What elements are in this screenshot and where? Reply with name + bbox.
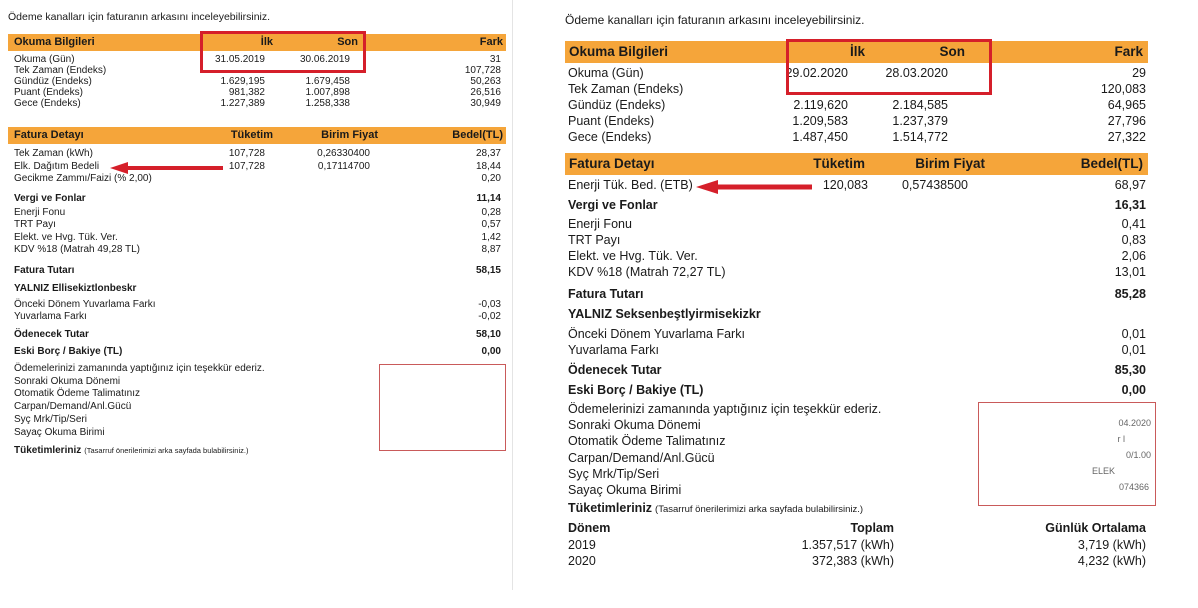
row-label: Önceki Dönem Yuvarlama Farkı — [568, 327, 745, 341]
row-label: Puant (Endeks) — [14, 87, 83, 98]
yuvarlama-row — [548, 327, 1198, 343]
redacted-box — [978, 402, 1156, 506]
row-label: Okuma (Gün) — [568, 66, 644, 80]
tuketimleriniz-label: Tüketimleriniz — [14, 445, 82, 456]
fatura-title: Fatura Detayı — [14, 129, 84, 141]
bedel-value: 68,97 — [1114, 178, 1146, 192]
vergi-row — [548, 265, 1198, 281]
row-label: Elk. Dağıtım Bedeli — [14, 160, 100, 172]
okuma-title: Okuma Bilgileri — [14, 36, 95, 48]
vergi-row — [0, 219, 512, 231]
row-label: Gecikme Zammı/Faizi (% 2,00) — [14, 173, 152, 184]
row-label: Eski Borç / Bakiye (TL) — [568, 383, 704, 397]
row-value: 85,30 — [1114, 363, 1146, 377]
row-label: Sonraki Okuma Dönemi — [14, 375, 121, 387]
row-value: -0,03 — [478, 299, 501, 310]
row-value: 0,01 — [1121, 327, 1146, 341]
fark-value: 64,965 — [1107, 98, 1146, 112]
fatura-header — [8, 127, 506, 144]
row-label: Enerji Fonu — [14, 207, 66, 218]
row-label: Ödenecek Tutar — [14, 329, 89, 340]
vergi-header — [548, 198, 1198, 214]
yuvarlama-row — [0, 299, 512, 311]
row-label: Otomatik Ödeme Talimatınız — [14, 388, 140, 400]
okuma-row — [0, 98, 512, 109]
son-value: 1.679,458 — [305, 76, 350, 87]
tuketim-value: 107,728 — [228, 148, 265, 159]
row-label: Ödemelerinizi zamanında yaptığınız için teşekkür ederiz. — [14, 363, 265, 374]
row-value: 0,41 — [1121, 217, 1146, 231]
row-label: YALNIZ Ellisekiztlonbeskr — [14, 283, 137, 294]
row-label: Okuma (Gün) — [14, 54, 75, 65]
ilk-value: 1.209,583 — [792, 114, 848, 128]
intro-text: Ödeme kanalları için faturanın arkasını inceleyebilirsiniz. — [8, 11, 271, 23]
fark-value: 31 — [489, 54, 501, 65]
row-label: Tek Zaman (Endeks) — [14, 65, 107, 76]
vergi-row — [0, 244, 512, 256]
col-tuketim: Tüketim — [230, 129, 273, 141]
row-value: 2,06 — [1121, 249, 1146, 263]
row-label: Ödemelerinizi zamanında yaptığınız için teşekkür ederiz. — [568, 402, 882, 416]
son-value: 1.258,338 — [305, 98, 350, 109]
ilk-value: 981,382 — [228, 87, 265, 98]
row-label: Gece (Endeks) — [568, 130, 652, 144]
row-label: Yuvarlama Farkı — [14, 311, 87, 323]
fark-value: 120,083 — [1100, 82, 1146, 96]
fark-value: 27,322 — [1107, 130, 1146, 144]
row-value: 0,28 — [481, 207, 501, 218]
donem-value: 2019 — [568, 538, 596, 552]
intro-text: Ödeme kanalları için faturanın arkasını inceleyebilirsiniz. — [565, 13, 865, 27]
row-label: Elekt. ve Hvg. Tük. Ver. — [568, 249, 698, 263]
col-fark: Fark — [1114, 44, 1143, 59]
row-value: 11,14 — [476, 193, 501, 204]
row-label: Yuvarlama Farkı — [568, 343, 660, 357]
row-value: 58,10 — [475, 329, 501, 340]
okuma-row — [0, 76, 512, 87]
donem-header — [548, 521, 1198, 537]
fatura-row — [0, 161, 512, 173]
donem-row — [548, 538, 1198, 554]
bedel-value: 0,20 — [481, 173, 501, 184]
birim-value: 0,17114700 — [317, 160, 370, 172]
tuketim-value: 107,728 — [228, 160, 265, 172]
birim-value: 0,57438500 — [901, 178, 968, 192]
obscured-text: ELEK — [1091, 466, 1115, 476]
row-value: 85,28 — [1114, 287, 1146, 301]
redacted-box — [379, 364, 506, 451]
odenecek-row — [548, 363, 1198, 379]
row-label: KDV %18 (Matrah 72,27 TL) — [568, 265, 726, 279]
son-value: 1.007,898 — [305, 87, 350, 98]
ilk-value: 1.227,389 — [220, 98, 265, 109]
donem-value: 2020 — [568, 554, 596, 568]
tuketim-note: (Tasarruf önerilerimizi arka sayfada bulabilirsiniz.) — [84, 446, 249, 455]
row-label: Syç Mrk/Tip/Seri — [14, 413, 87, 425]
fark-value: 50,263 — [470, 76, 501, 87]
col-ilk: İlk — [260, 36, 273, 48]
row-label: Fatura Tutarı — [14, 265, 75, 276]
row-value: 8,87 — [481, 243, 501, 255]
toplam-value: 1.357,517 (kWh) — [801, 538, 894, 552]
row-label: KDV %18 (Matrah 49,28 TL) — [14, 243, 140, 255]
row-value: 0,01 — [1121, 343, 1146, 357]
fatura-row — [548, 178, 1198, 194]
panel-divider — [512, 0, 513, 590]
okuma-row — [0, 87, 512, 98]
son-value: 28.03.2020 — [885, 66, 948, 80]
row-label: Eski Borç / Bakiye (TL) — [14, 346, 123, 357]
row-label: Otomatik Ödeme Talimatınız — [568, 434, 726, 449]
fatura-tutari-row — [548, 287, 1198, 303]
row-label: Vergi ve Fonlar — [14, 193, 86, 204]
vergi-row — [548, 233, 1198, 249]
right-invoice — [548, 0, 1198, 608]
row-value: 0,57 — [481, 219, 501, 231]
row-value: 0,00 — [1121, 383, 1146, 397]
son-value: 2.184,585 — [892, 98, 948, 112]
arrow-marker — [110, 161, 225, 175]
row-label: Puant (Endeks) — [568, 114, 655, 128]
row-label: Carpan/Demand/Anl.Gücü — [14, 401, 132, 413]
row-label: Carpan/Demand/Anl.Gücü — [568, 450, 715, 465]
gunluk-value: 4,232 (kWh) — [1077, 554, 1146, 568]
row-label: Syç Mrk/Tip/Seri — [568, 466, 660, 481]
ilk-value: 31.05.2019 — [214, 54, 265, 65]
tuketim-value: 120,083 — [822, 178, 868, 192]
yalniz-row — [0, 283, 512, 295]
row-value: 1,42 — [481, 231, 501, 243]
odenecek-row — [0, 329, 512, 341]
row-label: Elekt. ve Hvg. Tük. Ver. — [14, 231, 118, 243]
vergi-row — [0, 232, 512, 244]
col-fark: Fark — [479, 36, 503, 48]
col-bedel: Bedel(TL) — [452, 129, 503, 141]
yalniz-row — [548, 307, 1198, 323]
row-label: Enerji Fonu — [568, 217, 632, 231]
highlight-box — [200, 31, 366, 73]
vergi-row — [548, 249, 1198, 265]
row-value: 0,00 — [481, 346, 501, 357]
row-value: 13,01 — [1114, 265, 1146, 279]
row-label: Sonraki Okuma Dönemi — [568, 418, 701, 433]
row-label: Gündüz (Endeks) — [14, 76, 92, 87]
birim-value: 0,26330400 — [317, 148, 370, 159]
fatura-header — [565, 153, 1148, 175]
son-value: 1.237,379 — [892, 114, 948, 128]
row-label: Önceki Dönem Yuvarlama Farkı — [14, 299, 156, 310]
row-label: Gündüz (Endeks) — [568, 98, 666, 112]
fatura-row — [0, 173, 512, 185]
col-tuketim: Tüketim — [813, 156, 865, 171]
ilk-value: 1.487,450 — [792, 130, 848, 144]
col-son: Son — [337, 36, 358, 48]
col-bedel: Bedel(TL) — [1080, 156, 1143, 171]
row-label: Ödenecek Tutar — [568, 363, 662, 377]
row-label: Sayaç Okuma Birimi — [14, 426, 105, 438]
col-son: Son — [939, 44, 965, 59]
arrow-marker — [696, 179, 814, 195]
gunluk-value: 3,719 (kWh) — [1077, 538, 1146, 552]
row-value: 0,83 — [1121, 233, 1146, 247]
row-label: TRT Payı — [568, 233, 621, 247]
fatura-title: Fatura Detayı — [569, 156, 655, 171]
col-birim: Birim Fiyat — [915, 156, 985, 171]
okuma-title: Okuma Bilgileri — [569, 44, 669, 59]
ilk-value: 2.119,620 — [793, 98, 848, 112]
fark-value: 26,516 — [470, 87, 501, 98]
okuma-row — [548, 114, 1198, 130]
obscured-text: 074366 — [1118, 482, 1149, 492]
col-gunluk: Günlük Ortalama — [1045, 521, 1146, 535]
row-label: TRT Payı — [14, 219, 56, 231]
row-value: 58,15 — [475, 265, 501, 276]
col-toplam: Toplam — [850, 521, 894, 535]
highlight-box — [786, 39, 992, 95]
eski-borc-row — [548, 383, 1198, 399]
row-label: Tek Zaman (Endeks) — [568, 82, 684, 96]
left-invoice — [0, 0, 512, 585]
tuketim-note: (Tasarruf önerilerimizi arka sayfada bulabilirsiniz.) — [655, 504, 864, 515]
row-value: 16,31 — [1114, 198, 1146, 212]
fark-value: 107,728 — [464, 65, 501, 76]
row-label: Vergi ve Fonlar — [568, 198, 658, 212]
vergi-header — [0, 193, 512, 205]
donem-row — [548, 554, 1198, 570]
row-label: Sayaç Okuma Birimi — [568, 483, 682, 497]
fark-value: 29 — [1132, 66, 1146, 80]
toplam-value: 372,383 (kWh) — [812, 554, 894, 568]
ilk-value: 1.629,195 — [220, 76, 265, 87]
son-value: 1.514,772 — [892, 130, 948, 144]
eski-borc-row — [0, 346, 512, 358]
obscured-text: 04.2020 — [1118, 418, 1151, 428]
row-label: YALNIZ Seksenbeştlyirmisekizkr — [568, 307, 761, 321]
obscured-text: r l — [1117, 434, 1125, 444]
row-label: Enerji Tük. Bed. (ETB) — [568, 178, 693, 192]
fark-value: 27,796 — [1107, 114, 1146, 128]
vergi-row — [0, 207, 512, 219]
fatura-row — [0, 148, 512, 160]
col-birim: Birim Fiyat — [321, 129, 378, 141]
row-label: Gece (Endeks) — [14, 98, 81, 109]
fatura-tutari-row — [0, 265, 512, 277]
col-ilk: İlk — [849, 44, 865, 59]
son-value: 30.06.2019 — [299, 54, 350, 65]
bedel-value: 28,37 — [475, 148, 501, 159]
okuma-row — [548, 130, 1198, 146]
row-label: Fatura Tutarı — [568, 287, 644, 301]
vergi-row — [548, 217, 1198, 233]
tuketimleriniz-label: Tüketimleriniz — [568, 501, 653, 515]
fark-value: 30,949 — [470, 98, 501, 109]
row-label: Tek Zaman (kWh) — [14, 148, 93, 159]
yuvarlama-row — [0, 311, 512, 323]
bedel-value: 18,44 — [475, 160, 501, 172]
col-donem: Dönem — [568, 521, 611, 535]
row-value: -0,02 — [478, 311, 501, 323]
obscured-text: 0/1.00 — [1125, 450, 1151, 460]
ilk-value: 29.02.2020 — [785, 66, 848, 80]
yuvarlama-row — [548, 343, 1198, 359]
okuma-row — [548, 98, 1198, 114]
